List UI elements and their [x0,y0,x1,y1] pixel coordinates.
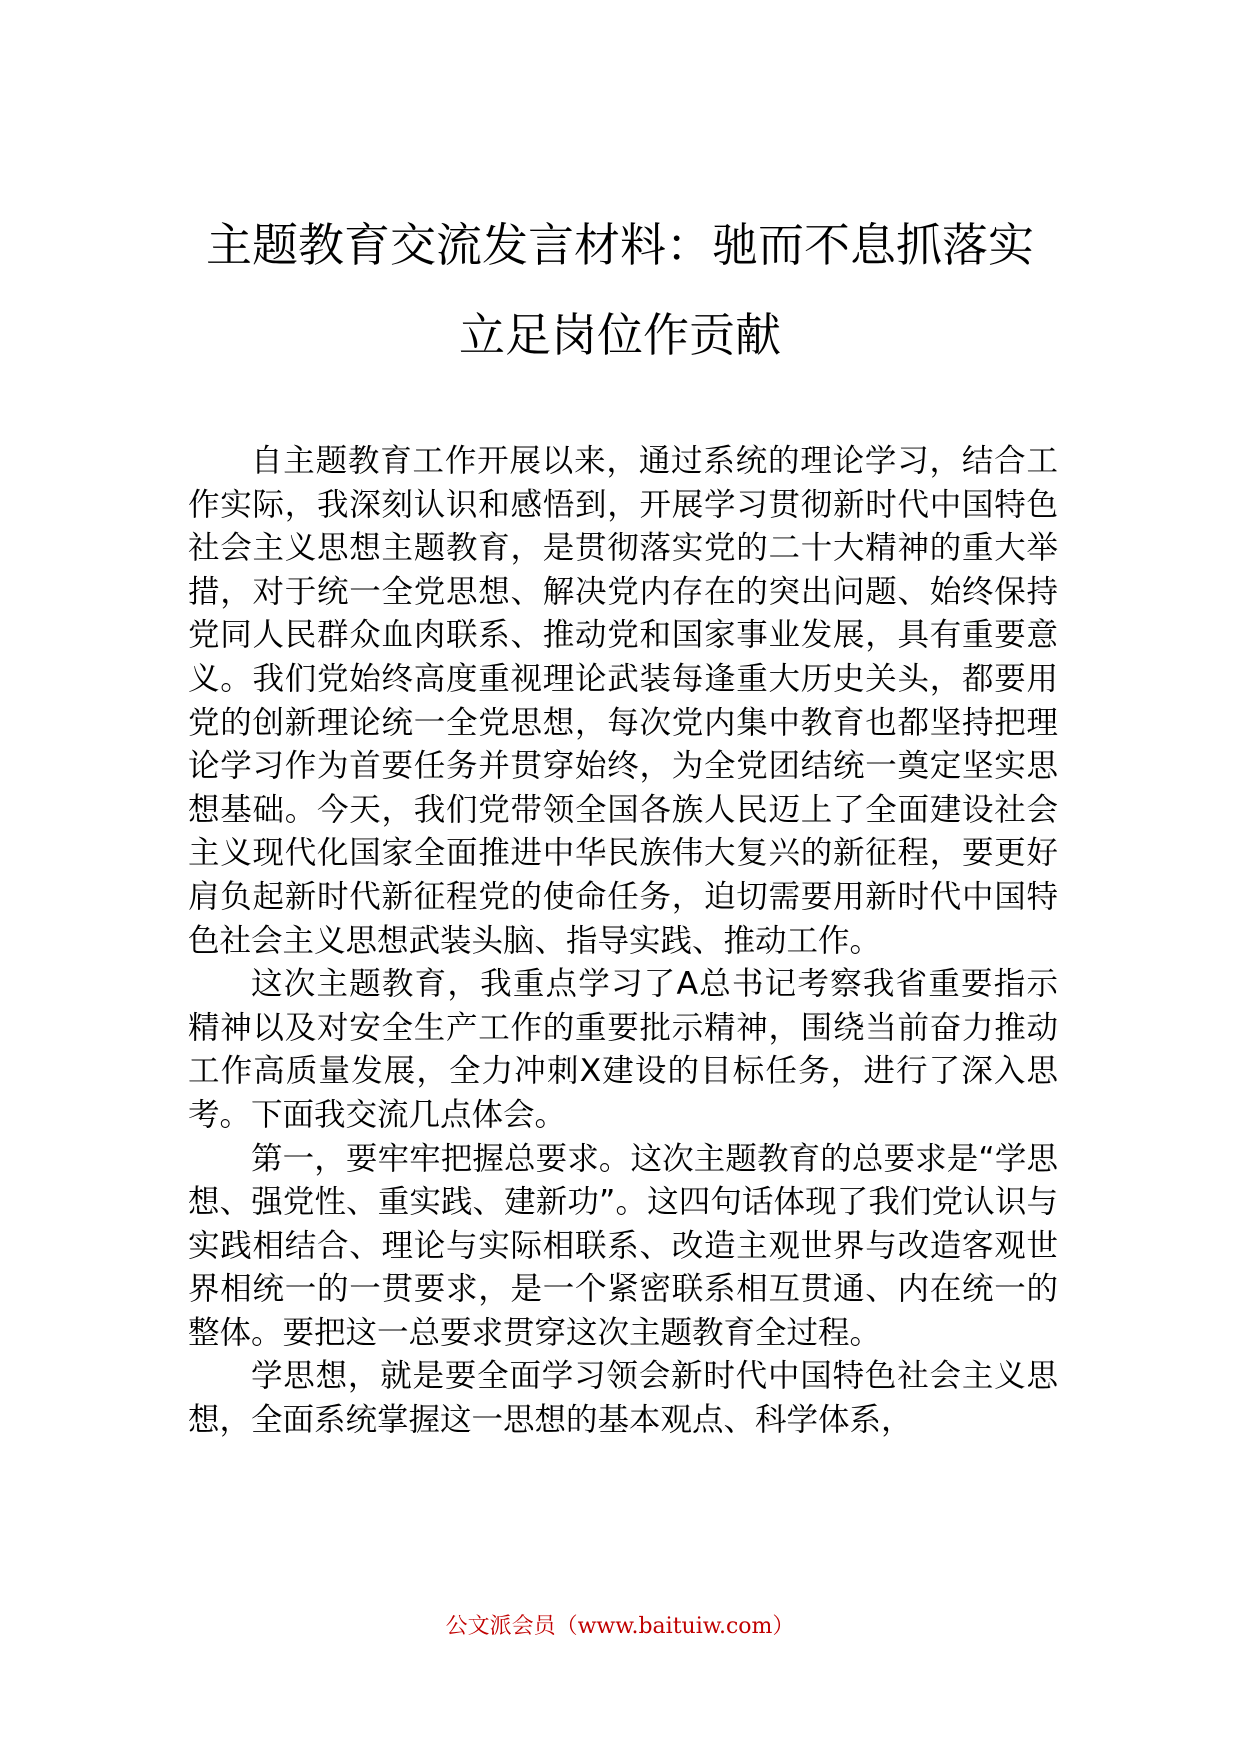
footer-watermark: 公文派会员（www.baituiw.com） [445,1614,795,1639]
body-paragraph-1: 自主题教育工作开展以来，通过系统的理论学习，结合工作实际，我深刻认识和感悟到，开展学习贯彻新时代中国特色社会主义思想主题教育，是贯彻落实党的二十大精神的重大举措，对于统一全党思想、解决党内存在的突出问题、始终保持党同人民群众血肉联系、推动党和国家事业发展，具有重要意义。我们党始终高度重视理论武装每逢重大历史关头，都要用党的创新理论统一全党思想，每次党内集中教育也都坚持把理论学习作为首要任务并贯穿始终，为全党团结统一奠定坚实思想基础。今天，我们党带领全国各族人民迈上了全面建设社会主义现代化国家全面推进中华民族伟大复兴的新征程，要更好肩负起新时代新征程党的使命任务，迫切需要用新时代中国特色社会主义思想武装头脑、指导实践、推动工作。 [188,443,1058,959]
title-line-2: 立足岗位作贡献 [459,308,781,362]
body-paragraph-4: 学思想，就是要全面学习领会新时代中国特色社会主义思想，全面系统掌握这一思想的基本观点、科学体系， [188,1358,1058,1439]
document-body [188,440,1058,1443]
document-title [150,200,1090,380]
body-paragraph-3: 第一，要牢牢把握总要求。这次主题教育的总要求是“学思想、强党性、重实践、建新功”。这四句话体现了我们党认识与实践相结合、理论与实际相联系、改造主观世界与改造客观世界相统一的一贯要求，是一个紧密联系相互贯通、内在统一的整体。要把这一总要求贯穿这次主题教育全过程。 [188,1140,1058,1351]
title-line-1: 主题教育交流发言材料：驰而不息抓落实 [206,218,1034,272]
body-paragraph-2: 这次主题教育，我重点学习了A总书记考察我省重要指示精神以及对安全生产工作的重要批示精神，围绕当前奋力推动工作高质量发展，全力冲刺X建设的目标任务，进行了深入思考。下面我交流几点体会。 [188,966,1058,1133]
